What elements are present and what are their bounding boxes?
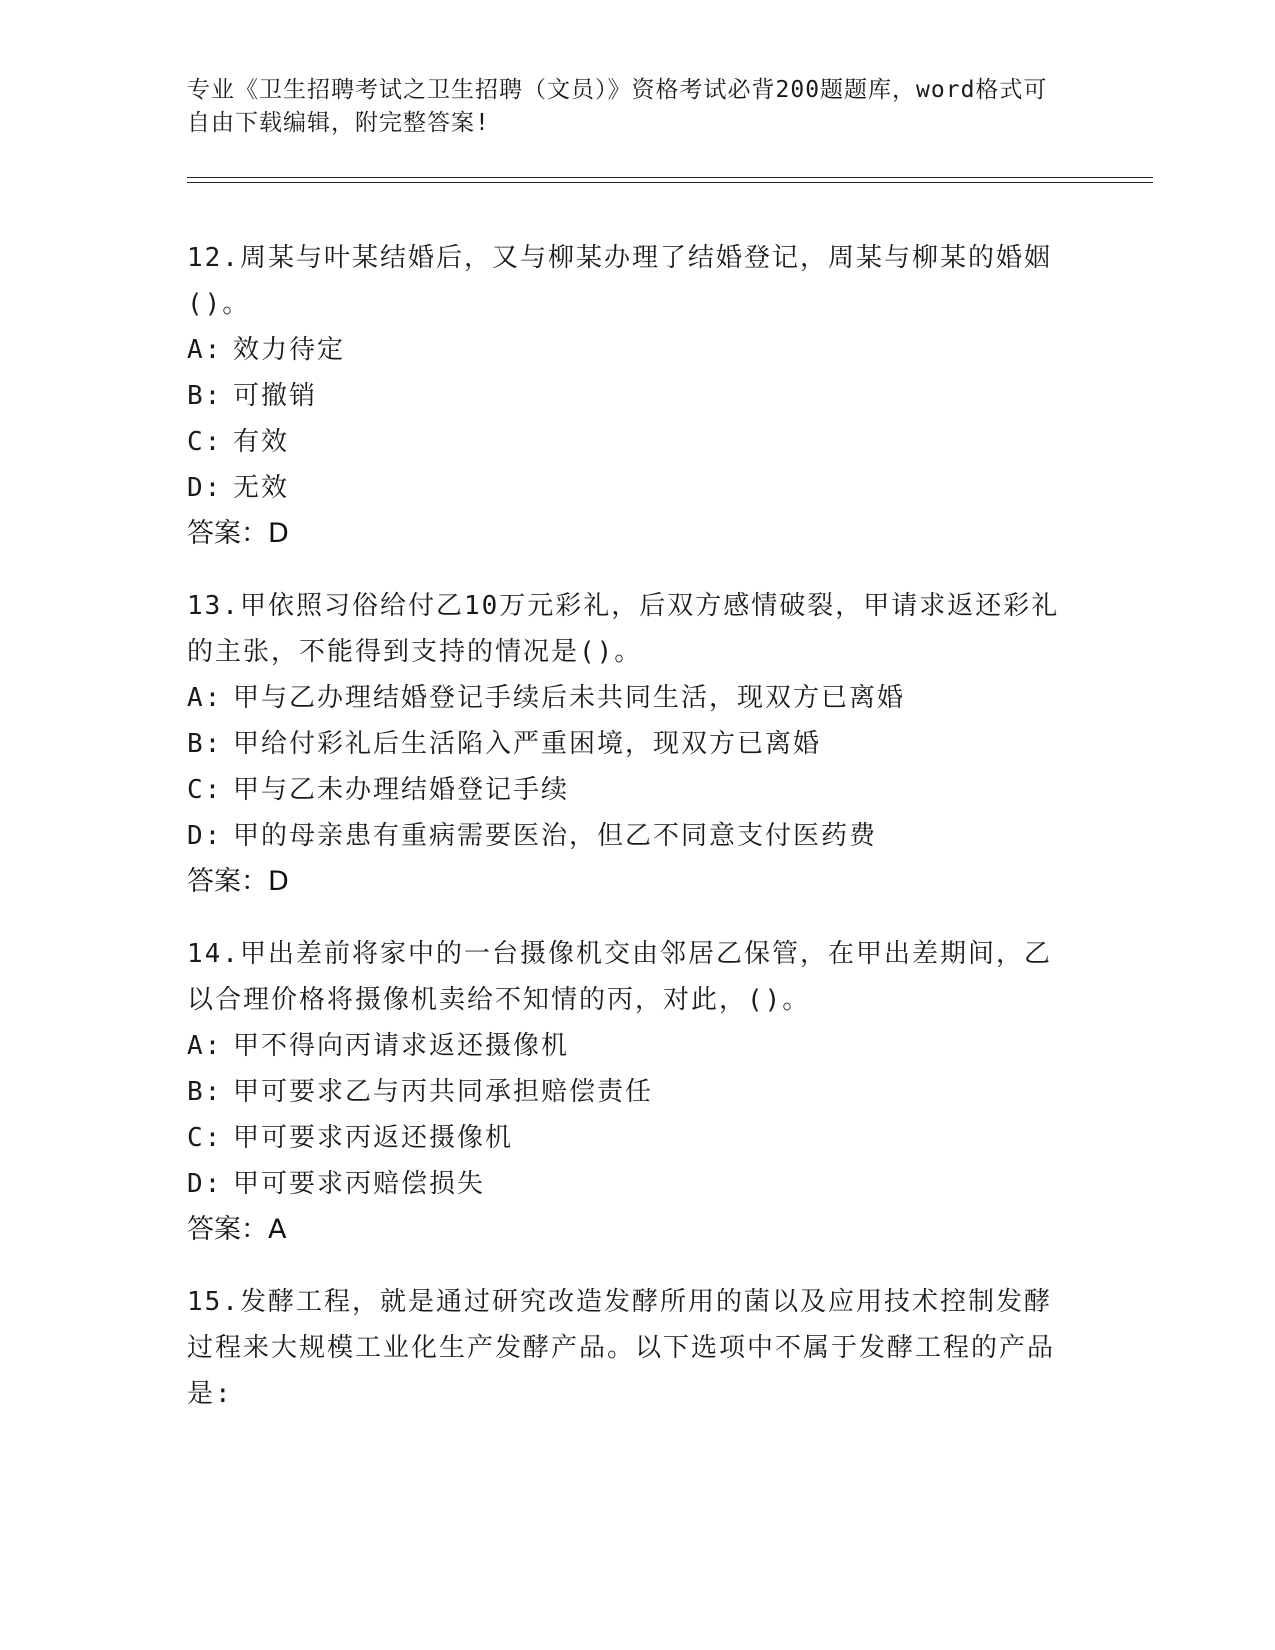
option-key: A: xyxy=(187,683,223,713)
option-text: 甲可要求丙返还摄像机 xyxy=(233,1123,514,1153)
option-text: 可撤销 xyxy=(233,381,318,411)
option-key: D: xyxy=(187,1169,223,1199)
option-b xyxy=(187,721,1077,767)
option-key: C: xyxy=(187,775,223,805)
option-b xyxy=(187,373,1077,419)
document-header xyxy=(187,74,1067,140)
option-text: 甲与乙未办理结婚登记手续 xyxy=(233,775,570,805)
question-14 xyxy=(187,931,1077,1253)
question-stem: 13.甲依照习俗给付乙10万元彩礼，后双方感情破裂，甲请求返还彩礼的主张，不能得到支持的情况是()。 xyxy=(187,591,1060,667)
header-text: 专业《卫生招聘考试之卫生招聘（文员）》资格考试必背200题题库，word格式可自由下载编辑，附完整答案! xyxy=(187,77,1048,136)
option-key: B: xyxy=(187,381,223,411)
option-c xyxy=(187,1115,1077,1161)
question-15 xyxy=(187,1279,1077,1417)
option-b xyxy=(187,1069,1077,1115)
option-key: C: xyxy=(187,1123,223,1153)
option-text: 甲可要求丙赔偿损失 xyxy=(233,1169,486,1199)
header-divider-bottom xyxy=(187,182,1153,183)
answer-label: 答案： xyxy=(187,866,268,897)
option-d xyxy=(187,465,1077,511)
question-stem: 15.发酵工程，就是通过研究改造发酵所用的菌以及应用技术控制发酵过程来大规模工业化生产发酵产品。以下选项中不属于发酵工程的产品是: xyxy=(187,1287,1056,1409)
option-text: 甲可要求乙与丙共同承担赔偿责任 xyxy=(233,1077,654,1107)
question-12 xyxy=(187,235,1077,557)
option-key: C: xyxy=(187,427,223,457)
answer-value: D xyxy=(268,518,289,549)
option-text: 无效 xyxy=(233,473,290,503)
option-text: 甲给付彩礼后生活陷入严重困境，现双方已离婚 xyxy=(233,729,822,759)
answer-line xyxy=(187,511,1077,557)
option-key: D: xyxy=(187,821,223,851)
option-a xyxy=(187,675,1077,721)
question-stem: 12.周某与叶某结婚后，又与柳某办理了结婚登记，周某与柳某的婚姻()。 xyxy=(187,243,1052,319)
option-key: B: xyxy=(187,1077,223,1107)
option-text: 甲不得向丙请求返还摄像机 xyxy=(233,1031,570,1061)
answer-label: 答案： xyxy=(187,1214,268,1245)
question-list xyxy=(187,235,1077,1443)
option-key: B: xyxy=(187,729,223,759)
option-text: 甲的母亲患有重病需要医治，但乙不同意支付医药费 xyxy=(233,821,878,851)
answer-line xyxy=(187,859,1077,905)
option-key: A: xyxy=(187,1031,223,1061)
option-key: A: xyxy=(187,335,223,365)
option-d xyxy=(187,1161,1077,1207)
answer-value: A xyxy=(268,1214,287,1245)
answer-line xyxy=(187,1207,1077,1253)
option-c xyxy=(187,419,1077,465)
header-divider-top xyxy=(187,177,1153,178)
option-text: 效力待定 xyxy=(233,335,346,365)
question-stem: 14.甲出差前将家中的一台摄像机交由邻居乙保管，在甲出差期间，乙以合理价格将摄像机卖给不知情的丙，对此，()。 xyxy=(187,939,1052,1015)
question-13 xyxy=(187,583,1077,905)
option-key: D: xyxy=(187,473,223,503)
option-text: 有效 xyxy=(233,427,290,457)
answer-label: 答案： xyxy=(187,518,268,549)
option-a xyxy=(187,1023,1077,1069)
option-a xyxy=(187,327,1077,373)
answer-value: D xyxy=(268,866,289,897)
option-text: 甲与乙办理结婚登记手续后未共同生活，现双方已离婚 xyxy=(233,683,906,713)
option-c xyxy=(187,767,1077,813)
option-d xyxy=(187,813,1077,859)
